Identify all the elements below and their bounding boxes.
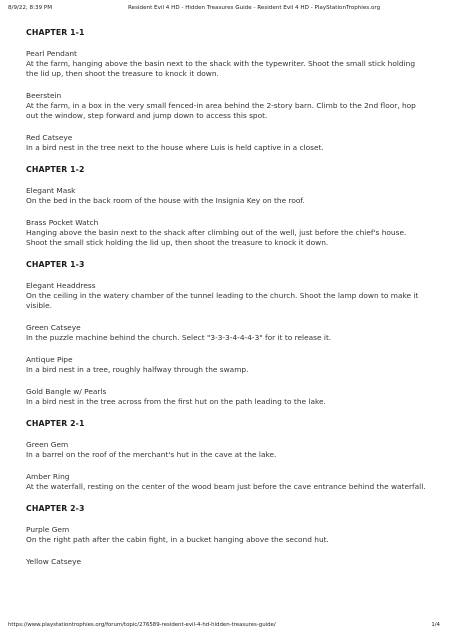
treasure-name: Pearl Pendant	[26, 49, 77, 58]
chapter-heading: CHAPTER 2-3	[26, 504, 85, 513]
treasure-name: Elegant Mask	[26, 186, 76, 195]
treasure-description: In a bird nest in a tree, roughly halfway through the swamp.	[26, 365, 249, 374]
treasure-description: On the ceiling in the watery chamber of the tunnel leading to the church. Shoot the lamp down to make it visible.	[26, 291, 419, 310]
treasure-description: At the waterfall, resting on the center of the wood beam just before the cave entrance behind the waterfall.	[26, 482, 426, 491]
chapter-heading: CHAPTER 1-2	[26, 165, 85, 174]
treasure-name: Gold Bangle w/ Pearls	[26, 387, 107, 396]
treasure-item	[26, 49, 426, 79]
guide-content	[26, 22, 426, 579]
treasure-description: Hanging above the basin next to the shack after climbing out of the well, just before the chief's house. Shoot the small stick holding the lid up, then shoot the treasure to knock it down.	[26, 228, 407, 247]
print-header	[0, 0, 452, 22]
treasure-name: Beerstein	[26, 91, 62, 100]
print-footer	[0, 620, 452, 640]
treasure-item	[26, 218, 426, 248]
treasure-item	[26, 387, 426, 407]
treasure-item	[26, 186, 426, 206]
chapter-heading: CHAPTER 2-1	[26, 419, 85, 428]
treasure-name: Purple Gem	[26, 525, 70, 534]
print-datetime: 8/9/22, 8:39 PM	[8, 5, 53, 11]
treasure-description: At the farm, in a box in the very small fenced-in area behind the 2-story barn. Climb to the 2nd floor, hop out the window, step forward and jump down to access this spot.	[26, 101, 416, 120]
chapter-section	[26, 419, 426, 492]
page-number: 1/4	[431, 622, 440, 628]
treasure-item	[26, 440, 426, 460]
treasure-name: Green Catseye	[26, 323, 81, 332]
print-page-title: Resident Evil 4 HD - Hidden Treasures Guide - Resident Evil 4 HD - PlayStationTrophies.org	[128, 5, 381, 11]
treasure-name: Yellow Catseye	[26, 557, 82, 566]
treasure-description: In the puzzle machine behind the church. Select "3-3-3-4-4-4-3" for it to release it.	[26, 333, 332, 342]
treasure-item	[26, 91, 426, 121]
chapter-section	[26, 28, 426, 153]
treasure-item	[26, 281, 426, 311]
chapter-section	[26, 504, 426, 567]
treasure-name: Red Catseye	[26, 133, 73, 142]
chapter-heading: CHAPTER 1-1	[26, 28, 85, 37]
treasure-name: Antique Pipe	[26, 355, 73, 364]
treasure-item	[26, 355, 426, 375]
treasure-item	[26, 557, 426, 567]
chapter-section	[26, 165, 426, 248]
treasure-item	[26, 525, 426, 545]
treasure-item	[26, 133, 426, 153]
treasure-name: Elegant Headdress	[26, 281, 96, 290]
chapter-section	[26, 260, 426, 407]
chapter-heading: CHAPTER 1-3	[26, 260, 85, 269]
treasure-description: In a bird nest in the tree next to the house where Luis is held captive in a closet.	[26, 143, 324, 152]
treasure-description: In a barrel on the roof of the merchant's hut in the cave at the lake.	[26, 450, 277, 459]
treasure-description: In a bird nest in the tree across from the first hut on the path leading to the lake.	[26, 397, 326, 406]
treasure-item	[26, 323, 426, 343]
treasure-description: At the farm, hanging above the basin next to the shack with the typewriter. Shoot the small stick holding the lid up, then shoot the treasure to knock it down.	[26, 59, 416, 78]
treasure-name: Amber Ring	[26, 472, 70, 481]
treasure-name: Green Gem	[26, 440, 69, 449]
treasure-description: On the bed in the back room of the house with the Insignia Key on the roof.	[26, 196, 305, 205]
treasure-name: Brass Pocket Watch	[26, 218, 99, 227]
treasure-description: On the right path after the cabin fight, in a bucket hanging above the second hut.	[26, 535, 329, 544]
page-url: https://www.playstationtrophies.org/forum/topic/276589-resident-evil-4-hd-hidden-treasures-guide/	[8, 622, 276, 628]
treasure-item	[26, 472, 426, 492]
